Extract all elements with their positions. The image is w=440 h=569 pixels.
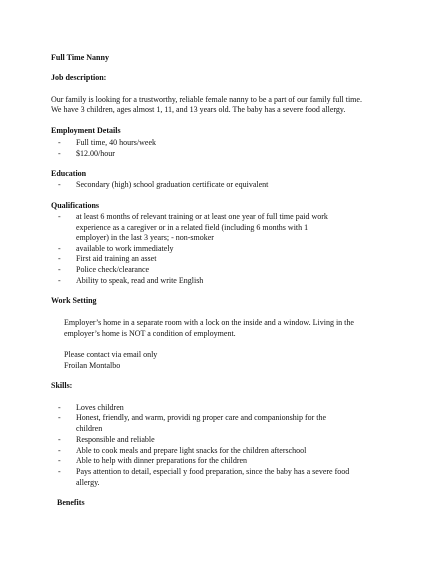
job-description-heading: Job description: [51,73,107,82]
qualifications-line: at least 6 months of relevant training or at least one year of full time paid work [76,212,328,221]
education-heading: Education [51,169,87,178]
skills-item: Able to cook meals and prepare light snacks for the children afterschool [76,446,307,455]
qualifications-item: Police check/clearance [76,265,150,274]
bullet-dash: - [58,180,61,189]
benefits-heading: Benefits [57,498,85,507]
job-description-line-1: Our family is looking for a trustworthy, reliable female nanny to be a part of our family full time. [51,95,362,104]
skills-item: Responsible and reliable [76,435,155,444]
skills-item: Pays attention to detail, especiall y food preparation, since the baby has a severe food [76,467,350,476]
skills-item-continued: allergy. [76,478,100,487]
bullet-dash: - [58,403,61,412]
bullet-dash: - [58,413,61,422]
bullet-dash: - [58,212,61,221]
qualifications-item: First aid training an asset [76,254,157,263]
qualifications-line: experience as a caregiver or in a related field (including 6 months with 1 [76,223,309,232]
qualifications-heading: Qualifications [51,201,100,210]
bullet-dash: - [58,254,61,263]
work-setting-line-2: employer’s home is NOT a condition of employment. [64,329,236,338]
job-description-line-2: We have 3 children, ages almost 1, 11, and 13 years old. The baby has a severe food allergy. [51,105,346,114]
bullet-dash: - [58,138,61,147]
qualifications-line: employer) in the last 3 years; - non-smoker [76,233,214,242]
bullet-dash: - [58,244,61,253]
skills-item-continued: children [76,424,103,433]
qualifications-item: available to work immediately [76,244,174,253]
bullet-dash: - [58,467,61,476]
bullet-dash: - [58,276,61,285]
work-setting-heading: Work Setting [51,296,97,305]
bullet-dash: - [58,435,61,444]
employment-item: $12.00/hour [76,149,115,158]
employment-item: Full time, 40 hours/week [76,138,156,147]
contact-line: Please contact via email only [64,350,158,359]
skills-heading: Skills: [51,381,73,390]
employment-heading: Employment Details [51,126,121,135]
skills-item: Loves children [76,403,124,412]
skills-item: Honest, friendly, and warm, providi ng proper care and companionship for the [76,413,327,422]
bullet-dash: - [58,265,61,274]
education-item: Secondary (high) school graduation certificate or equivalent [76,180,269,189]
contact-name: Froilan Montalbo [64,361,121,370]
bullet-dash: - [58,446,61,455]
bullet-dash: - [58,456,61,465]
skills-item: Able to help with dinner preparations for the children [76,456,248,465]
qualifications-item: Ability to speak, read and write English [76,276,204,285]
document-title: Full Time Nanny [51,53,109,62]
bullet-dash: - [58,149,61,158]
work-setting-line-1: Employer’s home in a separate room with a lock on the inside and a window. Living in the [64,318,354,327]
